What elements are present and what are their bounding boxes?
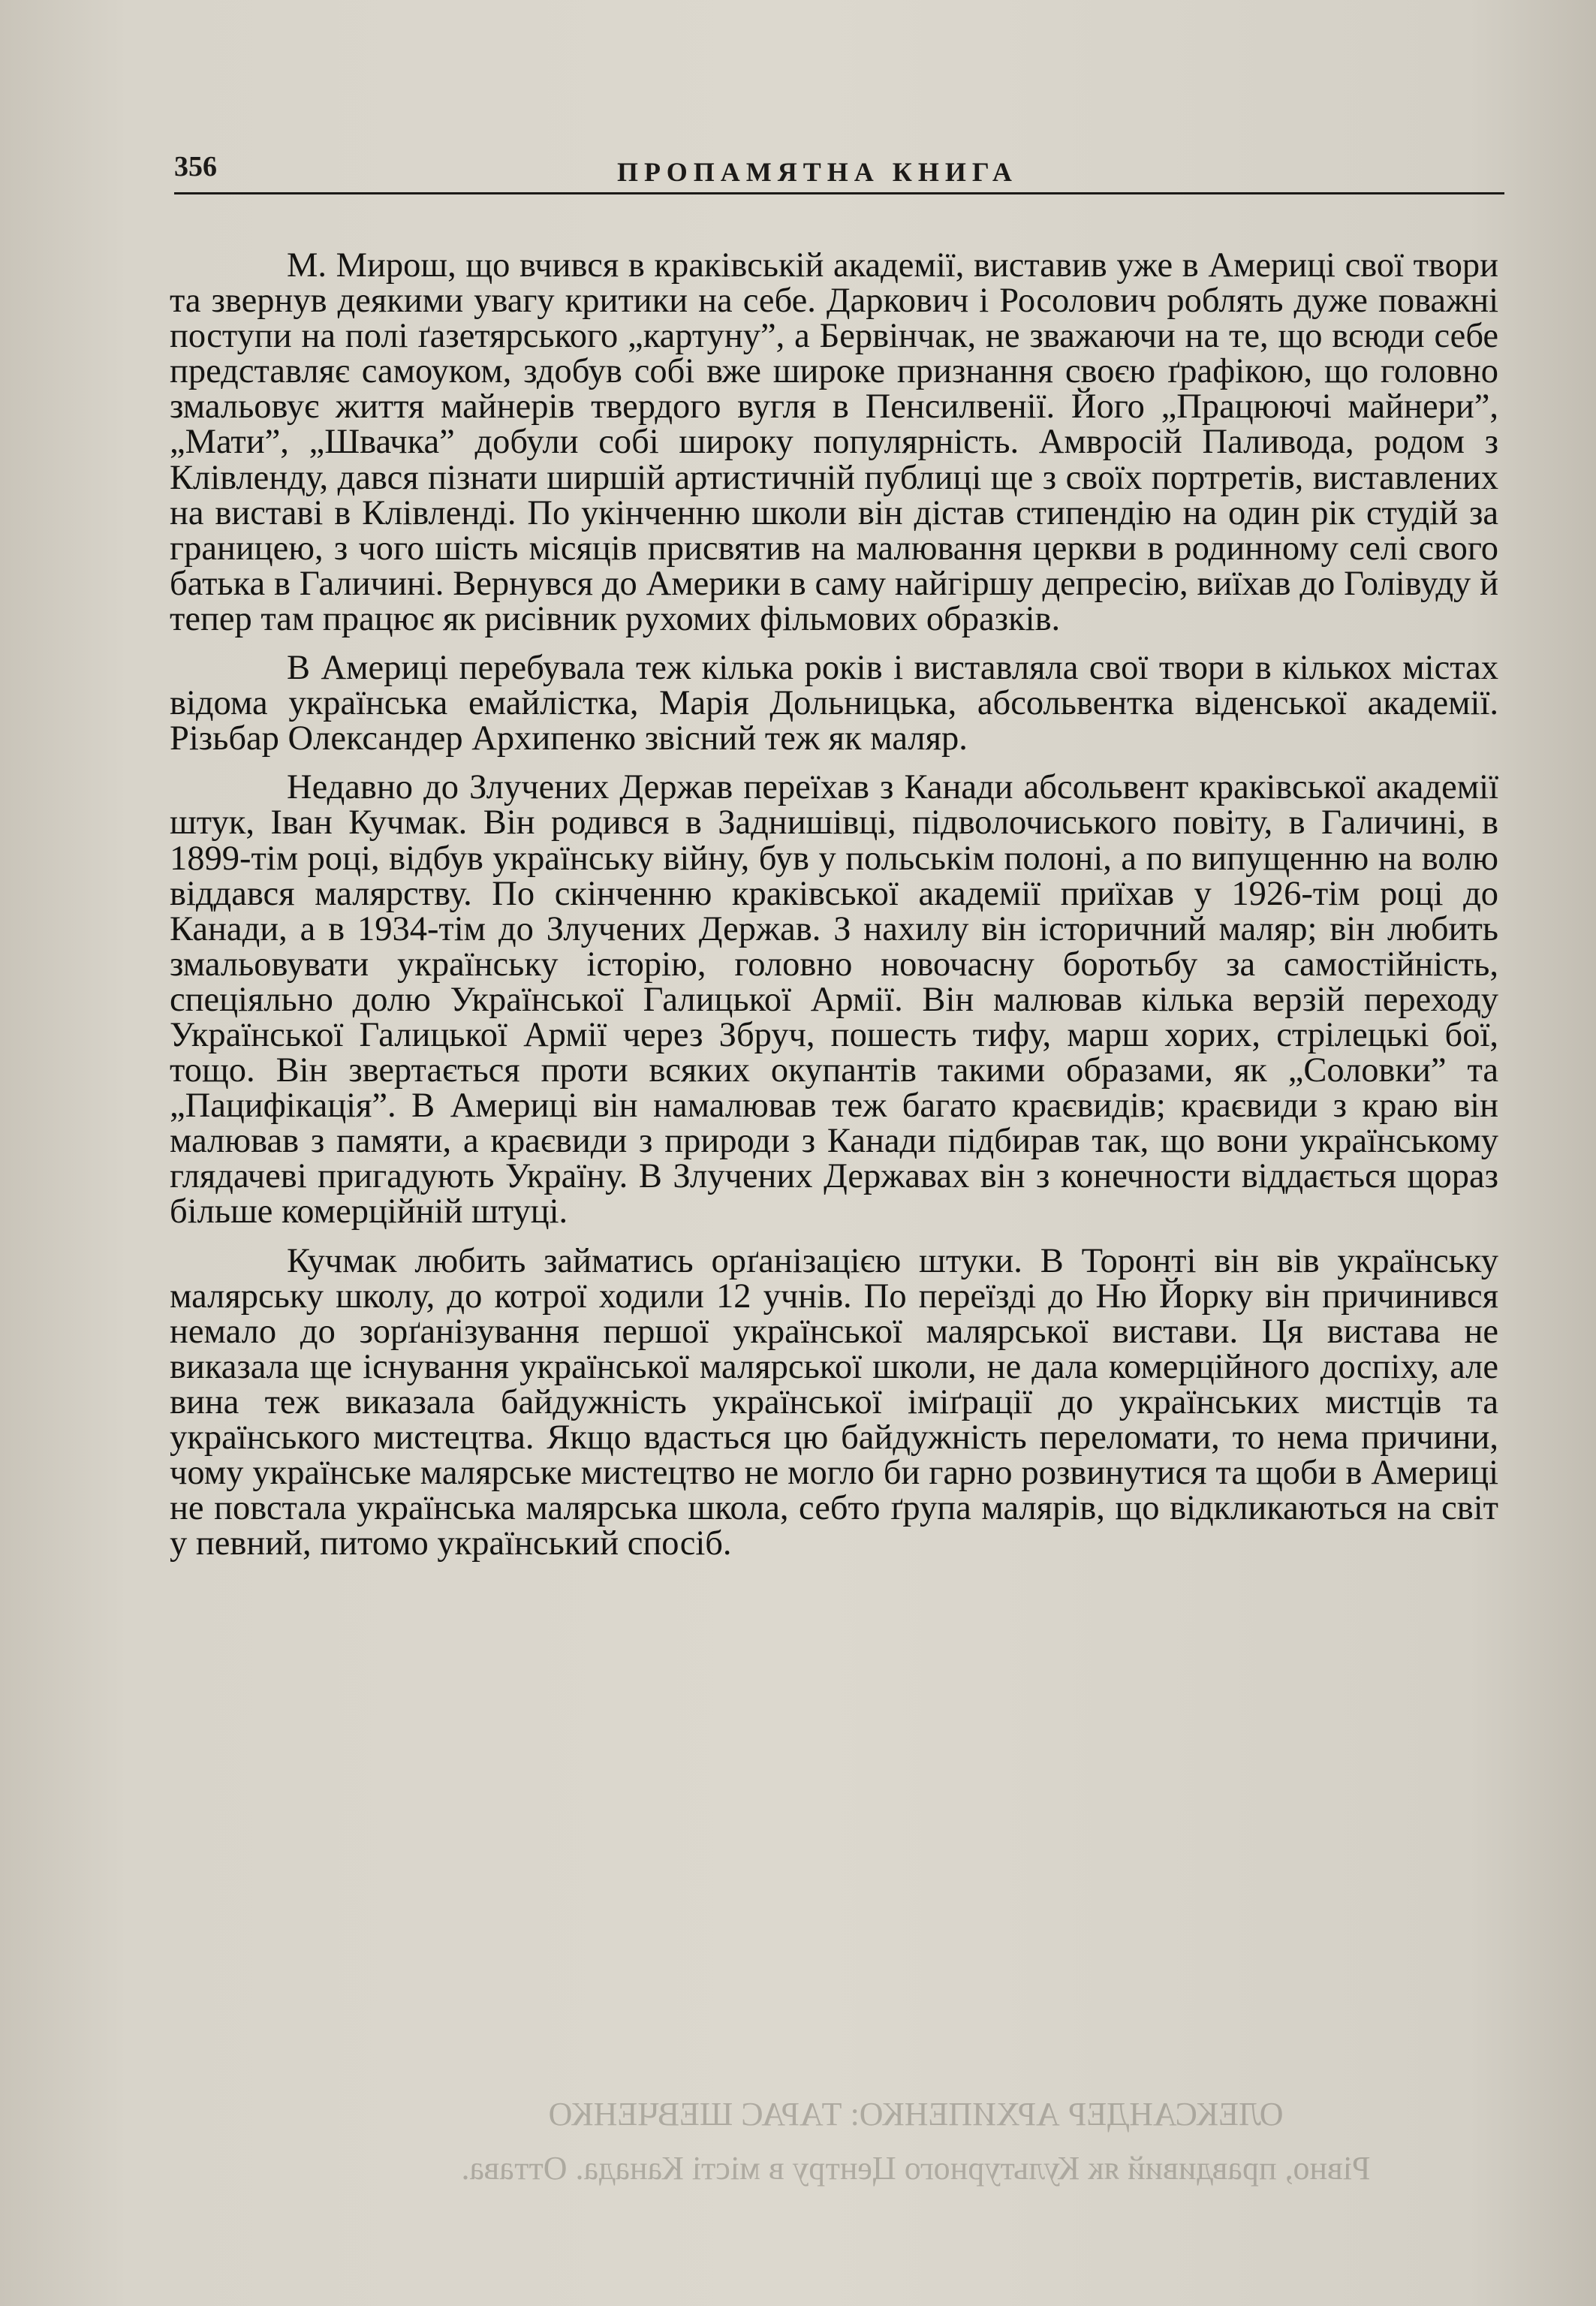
page-number: 356 — [174, 151, 217, 182]
running-title: ПРОПАМЯТНА КНИГА — [617, 157, 1018, 187]
paragraph-3: Недавно до Злучених Держав переїхав з Канади абсольвент краківської академії штук, Іван Кучмак. Він родився в Заднишівці, підволочиського повіту, в Галичині, в 1899-тім році, відбув українську війну, був у польськім полоні, а по випущенню на волю віддався малярству. По скінченню краківської академії приїхав у 1926-тім році до Канади, а в 1934-тім до Злучених Держав. З нахилу він історичний маляр; він любить змальовувати українську історію, головно новочасну боротьбу за самостійність, спеціяльно долю Української Галицької Армії. Він малював кілька верзій переходу Української Галицької Армії через Збруч, пошесть тифу, марш хорих, стрілецькі бої, тощо. Він звертається проти всяких окупантів такими образами, як „Соловки” та „Пацифікація”. В Америці він намалював теж багато краєвидів; краєвиди з краю він малював з памяти, а краєвиди з природи з Канади підбирав так, що вони українському глядачеві пригадують Україну. В Злучених Державах він з конечности віддається щораз більше комерційній штуці. — [170, 768, 1498, 1231]
paragraph-4: Кучмак любить займатись орґанізацією штуки. В Торонті він вів українську малярську школу, до котрої ходили 12 учнів. По переїзді до Ню Йорку він причинився немало до зорґанізування першої української малярської вистави. Ця вистава не виказала ще існування української малярської школи, не дала комерційного доспіху, але вина теж виказала байдужність української іміґрації до українських мистців та українського мистецтва. Якщо вдасться цю байдужність переломати, то нема причини, чому українське малярське мистецтво не могло би гарно розвинутися та щоби в Америці не повстала українська малярська школа, себто ґрупа малярів, що відкликаються на світ у певний, питомо український спосіб. — [170, 1241, 1498, 1563]
bleed-through-text — [315, 2087, 1516, 2268]
page-header — [174, 147, 1504, 194]
bleed-through-line-1: ОЛЕКСАНДЕР АРХИПЕНКО: ТАРАС ШЕВЧЕНКО — [548, 2096, 1284, 2133]
bleed-through-line-2: Рівно, правдивий як Культурного Центру в місті Канада. Оттава. — [461, 2150, 1371, 2187]
paragraph-2: В Америці перебувала теж кілька років і виставляла свої твори в кількох містах відома українська емайлістка, Марія Дольницька, абсольвентка віденської академії. Різьбар Олександер Архипенко звісний теж як маляр. — [170, 649, 1498, 758]
body-text — [170, 248, 1498, 1575]
paragraph-1: М. Мирош, що вчився в краківській академії, виставив уже в Америці свої твори та звернув деякими увагу критики на себе. Даркович і Росолович роблять дуже поважні поступи на полі ґазетярського „картуну”, а Бервінчак, не зважаючи на те, що всюди себе представляє самоуком, здобув собі вже широке признання своєю ґрафікою, що головно змальовує життя майнерів твердого вугля в Пенсилвенії. Його „Працюючі майнери”, „Мати”, „Швачка” добули собі широку популярність. Амвросій Паливода, родом з Клівленду, дався пізнати ширшій артистичній публиці ще з своїх портретів, виставлених на виставі в Клівленді. По укінченню школи він дістав стипендію на один рік студій за границею, з чого шість місяців присвятив на малювання церкви в родинному селі свого батька в Галичині. Вернувся до Америки в саму найгіршу депресію, виїхав до Голівуду й тепер там працює як рисівник рухомих фільмових образків. — [170, 246, 1498, 638]
